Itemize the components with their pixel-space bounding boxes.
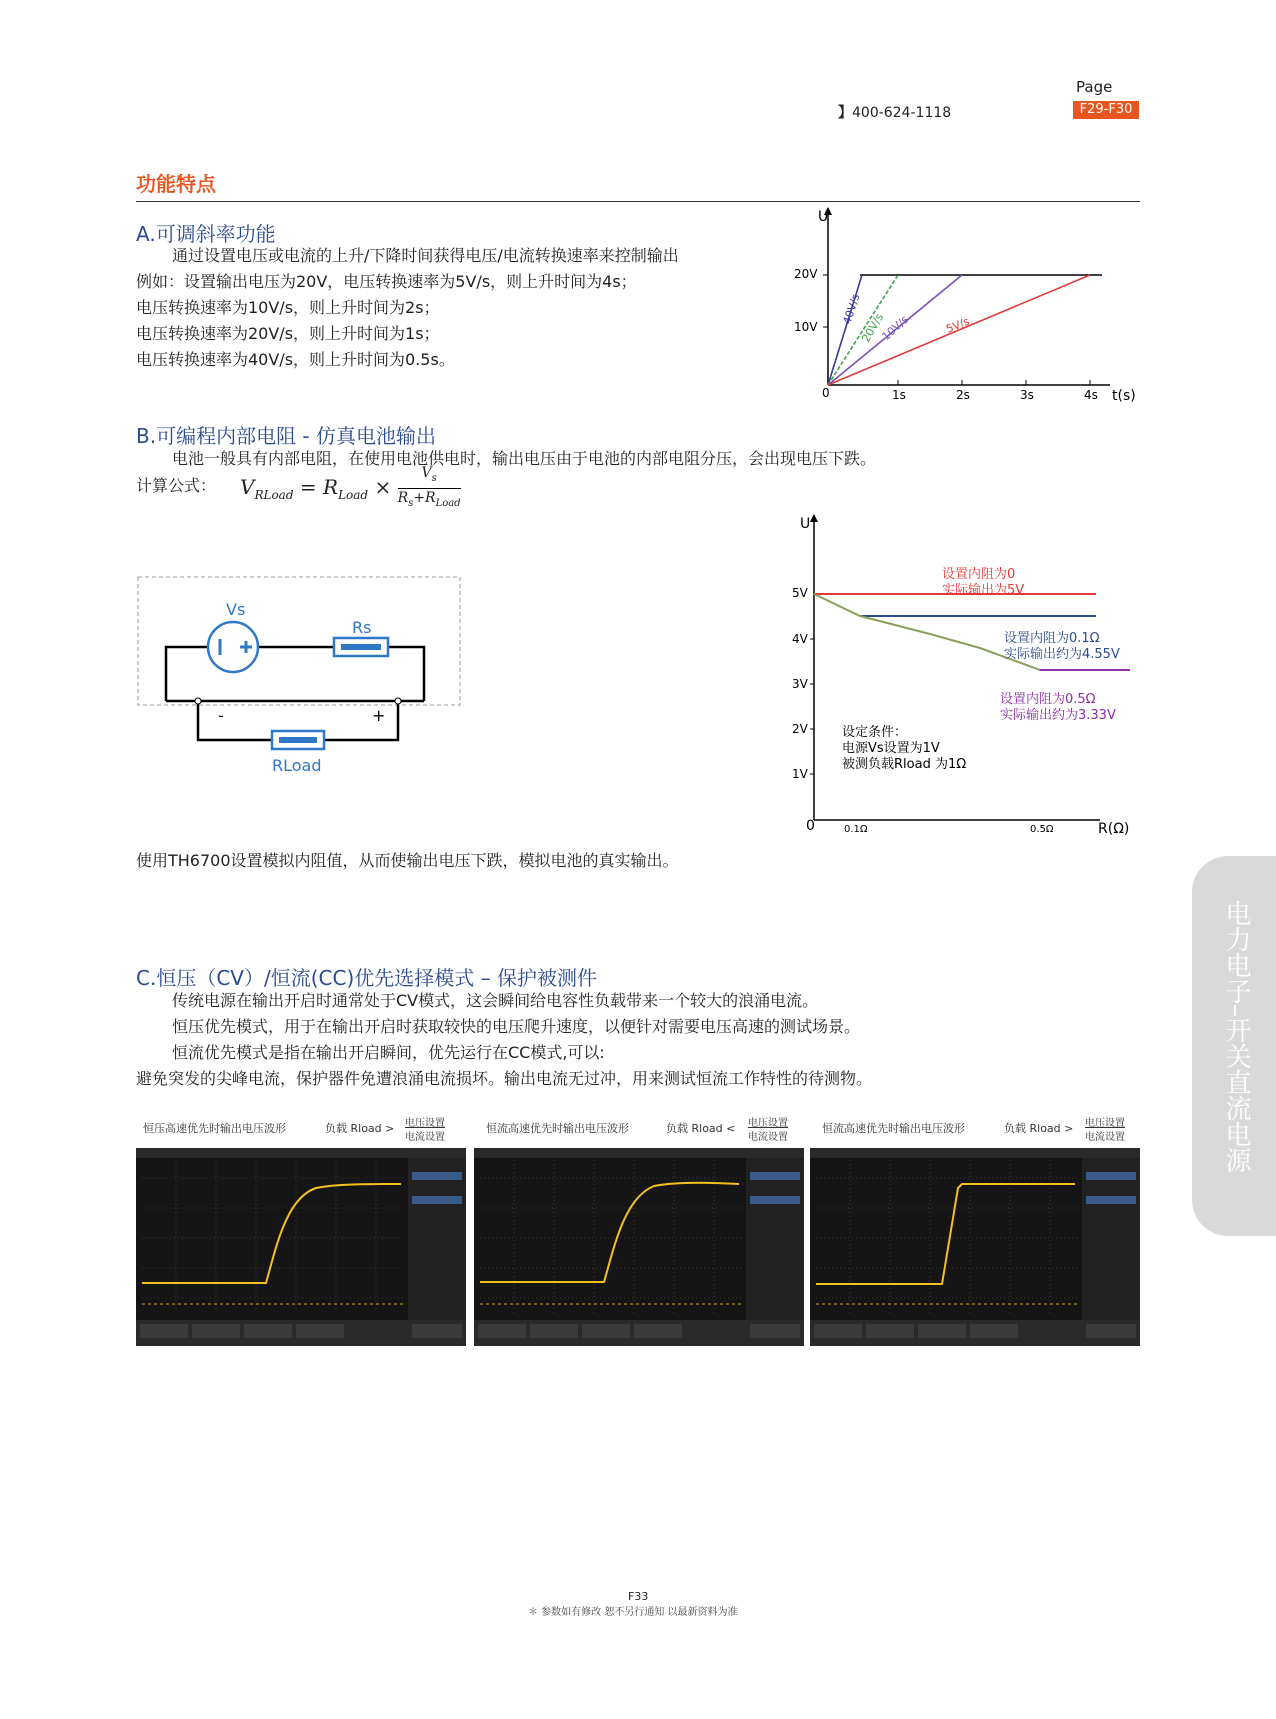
section-b-footer-line: 使用TH6700设置模拟内阻值，从而使输出电压下跌，模拟电池的真实输出。 xyxy=(136,851,679,870)
svg-text:0.5Ω: 0.5Ω xyxy=(1030,824,1054,835)
x-axis-label: t(s) xyxy=(1112,388,1136,404)
page-label: Page xyxy=(1076,78,1113,96)
section-a-line: 电压转换速率为20V/s，则上升时间为1s； xyxy=(136,324,440,343)
section-c-title: C.恒压（CV）/恒流(CC)优先选择模式 – 保护被测件 xyxy=(136,966,597,990)
internal-resistance-chart xyxy=(780,510,1140,840)
section-heading: 功能特点 xyxy=(136,172,216,196)
x-tick-label: 3s xyxy=(1020,388,1034,402)
formula: $V_{RLoad} = R_{Load}$ × $V_s$ $R_s+R_{Load}$ xyxy=(240,464,461,513)
svg-text:4V: 4V xyxy=(792,632,808,646)
svg-text:1V: 1V xyxy=(792,767,808,781)
y-tick-label: 10V xyxy=(794,320,818,334)
scope-opt: 电压设置 xyxy=(1085,1118,1125,1129)
svg-text:5V: 5V xyxy=(792,586,808,600)
side-tab-text: 电力电子–开关直流电源 xyxy=(1221,900,1251,1173)
svg-text:被测负载Rload 为1Ω: 被测负载Rload 为1Ω xyxy=(842,757,967,772)
x-tick-label: 4s xyxy=(1084,388,1098,402)
section-b-line: 电池一般具有内部电阻，在使用电池供电时，输出电压由于电池的内部电阻分压，会出现电压下跌。 xyxy=(172,449,877,468)
svg-text:3V: 3V xyxy=(792,677,808,691)
page-range-badge: F29-F30 xyxy=(1073,101,1139,119)
svg-text:电源Vs设置为1V: 电源Vs设置为1V xyxy=(842,741,940,756)
minus-label: - xyxy=(218,706,224,725)
x-axis-label: R(Ω) xyxy=(1098,821,1130,837)
section-a-line: 例如：设置输出电压为20V，电压转换速率为5V/s，则上升时间为4s； xyxy=(136,272,637,291)
scope-screenshot-2 xyxy=(474,1148,804,1346)
formula-fraction: $V_s$ $R_s+R_{Load}$ xyxy=(397,465,461,509)
phone-number xyxy=(838,102,951,122)
scope-caption: 恒压高速优先时输出电压波形 xyxy=(143,1122,286,1135)
battery-circuit-diagram xyxy=(136,575,466,780)
y-axis-label: U xyxy=(818,209,829,225)
x-tick-label: 2s xyxy=(956,388,970,402)
svg-text:设置内阻为0: 设置内阻为0 xyxy=(942,567,1016,582)
vs-label: Vs xyxy=(226,600,246,619)
scope-opt: 电流设置 xyxy=(748,1132,788,1143)
series-line-40 xyxy=(828,275,862,385)
scope-caption: 恒流高速优先时输出电压波形 xyxy=(486,1122,629,1135)
footer-note: ＊ 参数如有修改 恕不另行通知 以最新资料为准 xyxy=(528,1607,738,1618)
svg-text:实际输出为5V: 实际输出为5V xyxy=(942,583,1025,598)
scope-screenshot-1 xyxy=(136,1148,466,1346)
footer-page-number: F33 xyxy=(628,1590,649,1603)
x-tick-label: 1s xyxy=(892,388,906,402)
formula-eq: = R xyxy=(299,474,339,499)
series-label-5: 5V/s xyxy=(944,314,972,336)
section-c-line: 避免突发的尖峰电流，保护器件免遭浪涌电流损坏。输出电流无过冲，用来测试恒流工作特性的待测物。 xyxy=(136,1069,873,1088)
scope-caption: 恒流高速优先时输出电压波形 xyxy=(822,1122,965,1135)
svg-text:2V: 2V xyxy=(792,722,808,736)
section-divider xyxy=(136,201,1140,202)
phone-text: 400-624-1118 xyxy=(852,105,952,121)
scope-screenshot-3 xyxy=(810,1148,1140,1346)
scope-load: 负载 Rload > xyxy=(325,1122,395,1135)
formula-lhs: V xyxy=(240,474,255,499)
section-a-line: 电压转换速率为40V/s，则上升时间为0.5s。 xyxy=(136,350,455,369)
svg-text:实际输出约为3.33V: 实际输出约为3.33V xyxy=(1000,708,1116,723)
svg-text:设定条件：: 设定条件： xyxy=(842,725,908,740)
rload-label: RLoad xyxy=(272,756,322,775)
scope-opt: 电流设置 xyxy=(405,1132,445,1143)
svg-text:0.1Ω: 0.1Ω xyxy=(844,824,868,835)
section-c-line: 传统电源在输出开启时通常处于CV模式，这会瞬间给电容性负载带来一个较大的浪涌电流。 xyxy=(172,991,819,1010)
section-a-line: 通过设置电压或电流的上升/下降时间获得电压/电流转换速率来控制输出 xyxy=(172,246,679,265)
rs-label: Rs xyxy=(352,618,372,637)
series-label-10: 10V/s xyxy=(879,312,912,344)
scope-load: 负载 Rload > xyxy=(1004,1122,1074,1135)
series-label-20: 20V/s xyxy=(859,311,887,345)
section-a-title: A.可调斜率功能 xyxy=(136,222,276,246)
scope-opt: 电流设置 xyxy=(1085,1132,1125,1143)
section-c-line: 恒流优先模式是指在输出开启瞬间，优先运行在CC模式,可以: xyxy=(172,1043,605,1062)
formula-label: 计算公式： xyxy=(136,476,217,495)
scope-opt: 电压设置 xyxy=(748,1118,788,1129)
section-b-title: B.可编程内部电阻 - 仿真电池输出 xyxy=(136,424,437,448)
svg-text:设置内阻为0.1Ω: 设置内阻为0.1Ω xyxy=(1004,631,1100,646)
plus-label: + xyxy=(372,706,386,725)
slew-rate-chart xyxy=(790,205,1140,405)
svg-text:设置内阻为0.5Ω: 设置内阻为0.5Ω xyxy=(1000,692,1096,707)
section-c-line: 恒压优先模式，用于在输出开启时获取较快的电压爬升速度，以便针对需要电压高速的测试场景。 xyxy=(172,1017,861,1036)
y-tick-label: 20V xyxy=(794,267,818,281)
section-a-line: 电压转换速率为10V/s，则上升时间为2s； xyxy=(136,298,440,317)
svg-text:0: 0 xyxy=(806,818,815,834)
series-label-40: 40V/s xyxy=(840,292,863,326)
svg-text:实际输出约为4.55V: 实际输出约为4.55V xyxy=(1004,647,1120,662)
y-axis-label: U xyxy=(800,516,811,532)
scope-opt: 电压设置 xyxy=(405,1118,445,1129)
scope-load: 负载 Rload < xyxy=(666,1122,736,1135)
phone-icon: 】 xyxy=(838,105,852,121)
x-tick-label: 0 xyxy=(822,386,830,400)
